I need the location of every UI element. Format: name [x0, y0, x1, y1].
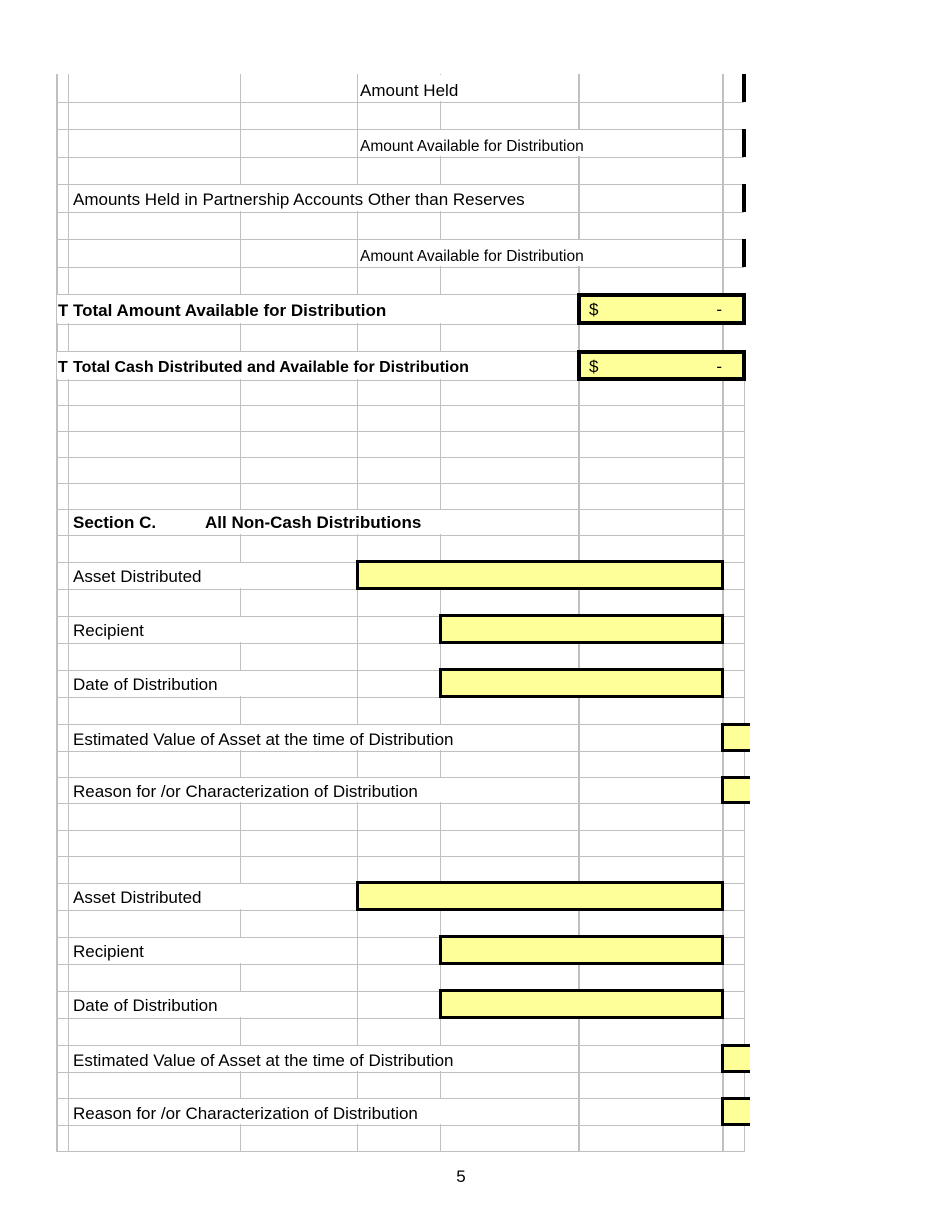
- grid-line: [56, 405, 744, 406]
- grid-line: [56, 803, 744, 804]
- grid-line: [56, 751, 744, 752]
- total-available-value: -: [716, 300, 722, 319]
- currency-symbol: $: [589, 357, 599, 376]
- grid-line: [56, 1125, 744, 1126]
- total-cash-field[interactable]: [577, 350, 746, 381]
- recipient-label: Recipient: [73, 942, 144, 961]
- cell-border-mark: [742, 184, 746, 212]
- cell-border-mark: [742, 129, 746, 157]
- amount-available-label: Amount Available for Distribution: [360, 138, 584, 155]
- grid-line: [56, 431, 744, 432]
- amount-held-label: Amount Held: [360, 81, 459, 100]
- total-cash-value: -: [716, 357, 722, 376]
- asset-distributed-label: Asset Distributed: [73, 567, 202, 586]
- grid-line: [56, 157, 744, 158]
- section-c-number: Section C.: [73, 513, 157, 532]
- recipient-input[interactable]: [439, 614, 724, 644]
- grid-line: [56, 483, 744, 484]
- grid-line: [56, 102, 744, 103]
- date-of-distribution-label: Date of Distribution: [73, 996, 218, 1015]
- asset-distributed-input[interactable]: [356, 560, 724, 590]
- section-c-title: All Non-Cash Distributions: [205, 513, 422, 532]
- cell-border-mark: [742, 239, 746, 267]
- asset-distributed-input[interactable]: [356, 881, 724, 911]
- total-available-field[interactable]: [577, 293, 746, 325]
- date-of-distribution-label: Date of Distribution: [73, 675, 218, 694]
- date-of-distribution-input[interactable]: [439, 668, 724, 698]
- recipient-label: Recipient: [73, 621, 144, 640]
- currency-symbol: $: [589, 300, 599, 319]
- total-cash-label: Total Cash Distributed and Available for Distribution: [73, 359, 469, 376]
- estimated-value-input[interactable]: [721, 723, 750, 752]
- recipient-input[interactable]: [439, 935, 724, 965]
- grid-line: [744, 380, 745, 1152]
- grid-line: [56, 457, 744, 458]
- cell-border-mark: [742, 74, 746, 102]
- page-number: 5: [456, 1167, 466, 1186]
- amount-available-label: Amount Available for Distribution: [360, 248, 584, 265]
- reason-label: Reason for /or Characterization of Distribution: [73, 782, 418, 801]
- grid-line: [56, 1072, 744, 1073]
- estimated-value-label: Estimated Value of Asset at the time of Distribution: [73, 730, 454, 749]
- other-accounts-label: Amounts Held in Partnership Accounts Other than Reserves: [73, 190, 525, 209]
- grid-line: [56, 267, 744, 268]
- asset-distributed-label: Asset Distributed: [73, 888, 202, 907]
- truncated-cell-text: T: [58, 359, 68, 376]
- grid-line: [56, 830, 744, 831]
- date-of-distribution-input[interactable]: [439, 989, 724, 1019]
- estimated-value-input[interactable]: [721, 1044, 750, 1073]
- estimated-value-label: Estimated Value of Asset at the time of Distribution: [73, 1051, 454, 1070]
- reason-input[interactable]: [721, 1097, 750, 1126]
- truncated-cell-text: T: [58, 301, 68, 320]
- reason-label: Reason for /or Characterization of Distribution: [73, 1104, 418, 1123]
- grid-line: [56, 856, 744, 857]
- grid-line: [56, 535, 744, 536]
- total-available-label: Total Amount Available for Distribution: [73, 301, 387, 320]
- reason-input[interactable]: [721, 776, 750, 804]
- grid-line: [56, 1151, 744, 1152]
- grid-line: [56, 212, 744, 213]
